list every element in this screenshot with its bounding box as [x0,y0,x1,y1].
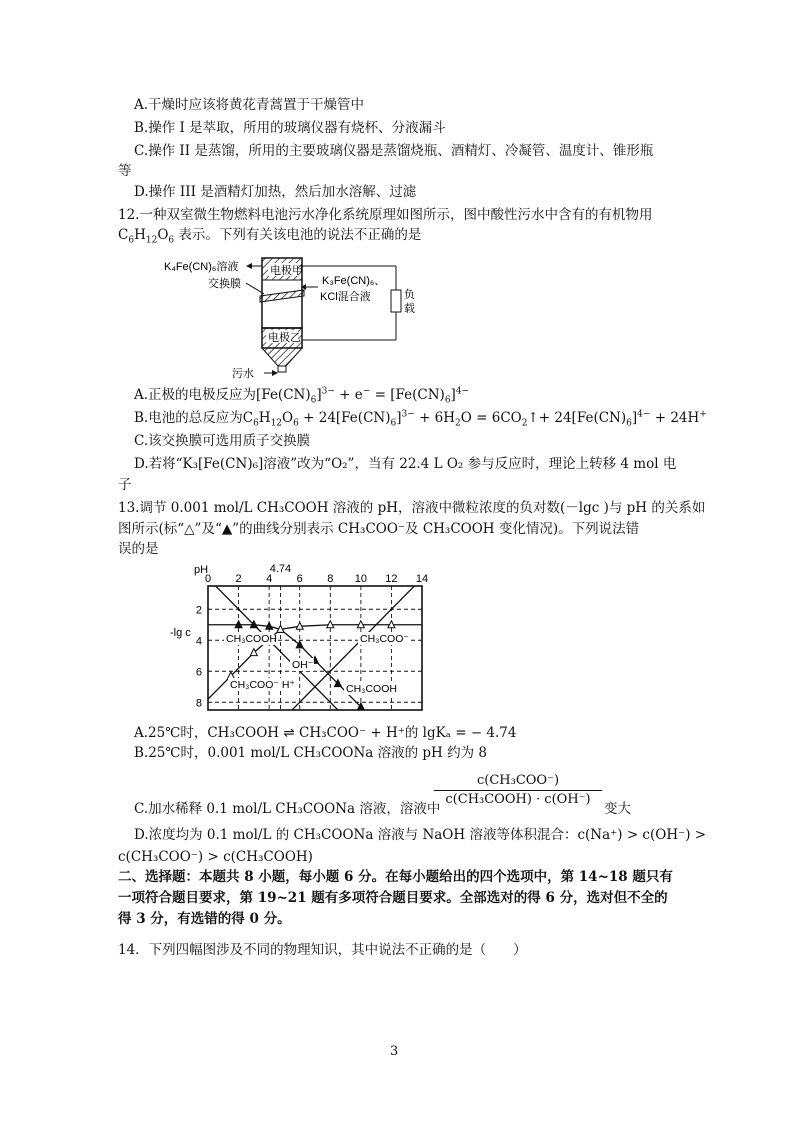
q13-option-d: D.浓度均为 0.1 mol/L 的 CH₃COONa 溶液与 NaOH 溶液等体积混合：c(Na⁺) > c(OH⁻) > [134,827,707,843]
y-tick-label: 4 [195,635,202,648]
y-tick-label: 8 [195,697,202,710]
section-2-line-2: 一项符合题目要求，第 19~21 题有多项符合题目要求。全部选对的得 6 分，选对但不全的 [118,890,668,906]
q13-stem-2: 图所示(标“△”及“▲”的曲线分别表示 CH₃COO⁻及 CH₃COOH 变化情况)。下列说法错 [118,521,640,537]
y-axis-label: -lg c [170,627,191,639]
curve-label: CH₃COOH [226,633,277,645]
membrane-label: 交换膜 [208,278,241,290]
fraction-denominator: c(CH₃COOH) · c(OH⁻) [445,792,591,807]
q13-option-d-cont: c(CH₃COO⁻) > c(CH₃COOH) [118,849,313,865]
electrode-b-label: 电极乙 [268,332,301,344]
waste-label: 污水 [232,368,254,380]
section-2-heading: 二、选择题：本题共 8 小题，每小题 6 分。在每小题给出的四个选项中，第 14~18 题只有 [118,869,673,885]
curve-label: CH₃COO⁻ [360,633,409,645]
k3-label-2: KCl混合液 [320,291,371,303]
q11-option-b: B.操作 I 是萃取，所用的玻璃仪器有烧杯、分液漏斗 [134,120,446,136]
q13-option-c: C.加水稀释 0.1 mol/L CH₃COONa 溶液，溶液中 [134,801,441,817]
q12-stem: 12.一种双室微生物燃料电池污水净化系统原理如图所示，图中酸性污水中含有的有机物用 [118,207,653,223]
q13-stem: 13.调节 0.001 mol/L CH₃COOH 溶液的 pH，溶液中微粒浓度的负对数(－lgc )与 pH 的关系如 [118,500,706,516]
equilibrium-arrow-icon: ⇌ [283,725,295,741]
data-point [296,641,303,648]
k3-label-1: K₃Fe(CN)₆、 [322,275,386,287]
y-tick-label: 6 [195,666,202,679]
q13-option-b: B.25℃时，0.001 mol/L CH₃COONa 溶液的 pH 约为 8 [134,745,487,761]
curve-label: CH₃COO⁻ H⁺ [230,679,295,691]
q13-option-a: A.25℃时，CH₃COOH ⇌ CH₃COO⁻ + H⁺的 lgKₐ = − 4.74 [134,725,517,741]
curve-label: OH⁻ [292,659,314,671]
q14-stem: 14．下列四幅图涉及不同的物理知识，其中说法不正确的是（ ） [118,942,527,958]
x-tick-label: 4.74 [269,563,292,575]
x-tick-label: 0 [204,573,212,585]
q13-option-c-tail: 变大 [604,801,631,817]
q12-option-d-cont: 子 [118,477,132,493]
load-label-1: 负 [404,289,415,301]
series-line-2 [208,578,422,720]
q12-option-b: B.电池的总反应为$C_6H_{12}O_6 + 24[Fe(CN)_6]^{3-} + 6H_2O$ = $6CO_2↑+ 24[Fe(CN)_6]^{4-} + 24H^+$ [134,409,707,429]
q11-option-a: A.干燥时应该将黄花青蒿置于干燥管中 [134,97,365,113]
x-tick-label: 8 [327,573,334,585]
q12-stem-cont: $C_6H_{12}O_6$ 表示。下列有关该电池的说法不正确的是 [118,227,422,246]
x-tick-label: 14 [415,573,429,585]
k4-label: K₄Fe(CN)₆溶液 [164,261,239,273]
series-line-3 [208,578,422,720]
q11-option-d: D.操作 III 是酒精灯加热，然后加水溶解、过滤 [134,184,417,200]
exchange-membrane [260,290,304,302]
load-label-2: 载 [404,303,415,315]
q12-option-a: A.正极的电极反应为$[Fe(CN)_6]^{3-} + e^- = [Fe(CN)_6]^{4-}$ [134,386,470,406]
electrode-a-label: 电极甲 [270,265,303,277]
q12-option-c: C.该交换膜可选用质子交换膜 [134,433,311,449]
fraction-numerator: c(CH₃COO⁻) [476,773,560,788]
x-tick-label: 4 [266,573,273,585]
q13-stem-3: 误的是 [118,541,159,557]
x-tick-label: 2 [235,573,242,585]
x-tick-label: 10 [354,573,367,585]
curve-label: CH₃COOH [346,683,397,695]
page-number: 3 [390,1044,399,1059]
y-tick-label: 2 [195,604,202,617]
section-2-line-3: 得 3 分，有选错的得 0 分。 [118,911,291,927]
x-axis-label: pH [194,564,209,576]
q12-option-d: D.若将“K₃[Fe(CN)₆]溶液”改为“O₂”，当有 22.4 L O₂ 参与反应时，理论上转移 4 mol 电 [134,456,677,472]
ph-lgc-chart [168,560,438,720]
q11-option-c: C.操作 II 是蒸馏，所用的主要玻璃仪器是蒸馏烧瓶、酒精灯、冷凝管、温度计、锥形瓶 [134,143,654,159]
x-tick-label: 12 [385,573,398,585]
x-tick-label: 6 [296,573,303,585]
q13-fraction [434,772,602,809]
q11-option-c-cont: 等 [118,163,132,179]
fuel-cell-diagram [160,250,420,380]
